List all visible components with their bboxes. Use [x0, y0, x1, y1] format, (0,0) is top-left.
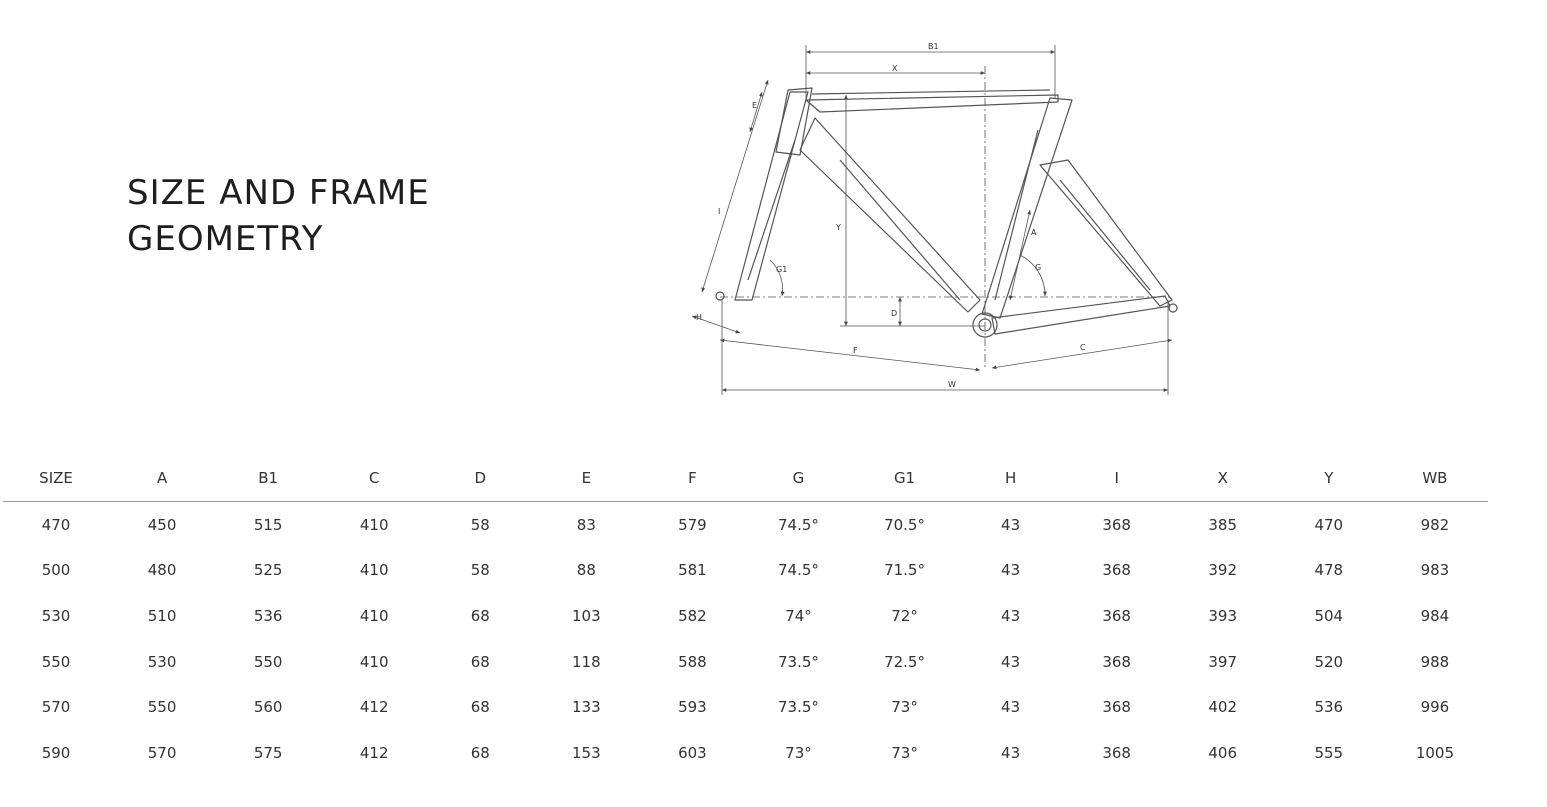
- label-i: I: [718, 207, 721, 216]
- page-title: [127, 170, 430, 262]
- label-y: Y: [836, 223, 841, 232]
- table-cell: 385: [1208, 515, 1238, 534]
- table-cell: 450: [147, 515, 177, 534]
- table-cell: 575: [253, 743, 283, 762]
- table-cell: 530: [147, 652, 177, 671]
- label-c: C: [1080, 343, 1086, 352]
- table-cell: 406: [1208, 743, 1238, 762]
- table-cell: 72.5°: [884, 652, 925, 671]
- col-header-wb: WB: [1382, 455, 1488, 502]
- label-g1: G1: [776, 265, 788, 274]
- label-h: H: [696, 313, 703, 322]
- col-header-g: G: [745, 455, 851, 502]
- table-cell: 88: [576, 561, 596, 580]
- col-header-e: E: [533, 455, 639, 502]
- table-cell: 570: [41, 698, 71, 717]
- label-d: D: [891, 309, 898, 318]
- table-cell: 68: [470, 606, 490, 625]
- table-cell: 43: [1001, 743, 1021, 762]
- col-header-f: F: [639, 455, 745, 502]
- frame-geometry-diagram: [680, 30, 1200, 410]
- table-cell: 984: [1420, 606, 1450, 625]
- col-header-g1: G1: [852, 455, 958, 502]
- table-cell: 397: [1208, 652, 1238, 671]
- label-w: W: [948, 380, 956, 389]
- table-cell: 368: [1102, 606, 1131, 625]
- label-e: E: [752, 101, 758, 110]
- table-cell: 478: [1314, 561, 1344, 580]
- table-cell: 550: [147, 698, 177, 717]
- table-cell: 582: [678, 606, 707, 625]
- table-cell: 43: [1001, 561, 1021, 580]
- col-header-x: X: [1170, 455, 1276, 502]
- table-cell: 555: [1314, 743, 1344, 762]
- table-row: [3, 593, 1488, 639]
- table-cell: 504: [1314, 606, 1344, 625]
- table-cell: 73.5°: [778, 698, 819, 717]
- table-cell: 368: [1102, 652, 1131, 671]
- dimension-labels: [696, 42, 1086, 389]
- table-cell: 392: [1208, 561, 1238, 580]
- table-cell: 480: [147, 561, 177, 580]
- table-cell: 590: [41, 743, 71, 762]
- table-cell: 412: [359, 698, 389, 717]
- table-cell: 74°: [785, 606, 812, 625]
- table-cell: 412: [359, 743, 389, 762]
- table-cell: 43: [1001, 606, 1021, 625]
- col-header-size: SIZE: [3, 455, 109, 502]
- table-cell: 133: [572, 698, 601, 717]
- table-cell: 43: [1001, 652, 1021, 671]
- table-cell: 368: [1102, 743, 1131, 762]
- table-cell: 500: [41, 561, 71, 580]
- table-cell: 550: [253, 652, 283, 671]
- table-cell: 996: [1420, 698, 1450, 717]
- table-cell: 588: [678, 652, 707, 671]
- table-cell: 103: [572, 606, 601, 625]
- table-cell: 579: [678, 515, 707, 534]
- table-cell: 515: [253, 515, 283, 534]
- table-cell: 43: [1001, 698, 1021, 717]
- table-cell: 153: [572, 743, 601, 762]
- table-cell: 982: [1420, 515, 1450, 534]
- table-cell: 368: [1102, 561, 1131, 580]
- table-cell: 368: [1102, 515, 1131, 534]
- table-cell: 74.5°: [778, 515, 819, 534]
- table-cell: 410: [359, 561, 389, 580]
- table-cell: 71.5°: [884, 561, 925, 580]
- col-header-d: D: [427, 455, 533, 502]
- table-cell: 410: [359, 652, 389, 671]
- col-header-a: A: [109, 455, 215, 502]
- table-cell: 402: [1208, 698, 1238, 717]
- table-cell: 68: [470, 698, 490, 717]
- table-cell: 988: [1420, 652, 1450, 671]
- table-cell: 410: [359, 515, 389, 534]
- table-cell: 73°: [785, 743, 812, 762]
- geometry-table: [3, 455, 1488, 776]
- table-cell: 520: [1314, 652, 1344, 671]
- table-cell: 470: [41, 515, 71, 534]
- table-cell: 73°: [891, 743, 918, 762]
- label-b1: B1: [928, 42, 939, 51]
- table-cell: 470: [1314, 515, 1344, 534]
- table-cell: 510: [147, 606, 177, 625]
- table-cell: 603: [678, 743, 707, 762]
- page-title-line-1: SIZE AND FRAME: [127, 173, 430, 213]
- table-cell: 550: [41, 652, 71, 671]
- table-cell: 83: [576, 515, 596, 534]
- col-header-h: H: [958, 455, 1064, 502]
- table-row: [3, 684, 1488, 730]
- table-cell: 410: [359, 606, 389, 625]
- table-cell: 530: [41, 606, 71, 625]
- frame-outline: [716, 88, 1177, 337]
- label-g: G: [1035, 263, 1042, 272]
- label-a: A: [1031, 228, 1037, 237]
- table-cell: 72°: [891, 606, 918, 625]
- table-row: [3, 730, 1488, 776]
- table-row: [3, 548, 1488, 594]
- label-x: X: [892, 64, 898, 73]
- table-cell: 68: [470, 743, 490, 762]
- table-cell: 1005: [1415, 743, 1454, 762]
- table-cell: 68: [470, 652, 490, 671]
- table-cell: 70.5°: [884, 515, 925, 534]
- label-f: F: [853, 346, 858, 355]
- col-header-y: Y: [1276, 455, 1382, 502]
- table-cell: 570: [147, 743, 177, 762]
- col-header-b1: B1: [215, 455, 321, 502]
- col-header-c: C: [321, 455, 427, 502]
- table-cell: 73.5°: [778, 652, 819, 671]
- table-cell: 593: [678, 698, 707, 717]
- table-cell: 73°: [891, 698, 918, 717]
- page-title-line-2: GEOMETRY: [127, 219, 324, 259]
- table-cell: 536: [1314, 698, 1344, 717]
- table-header-row: [3, 455, 1488, 502]
- table-row: [3, 502, 1488, 548]
- table-cell: 118: [572, 652, 601, 671]
- table-cell: 393: [1208, 606, 1238, 625]
- col-header-i: I: [1064, 455, 1170, 502]
- table-cell: 525: [253, 561, 283, 580]
- table-cell: 368: [1102, 698, 1131, 717]
- table-row: [3, 639, 1488, 685]
- table-cell: 58: [470, 561, 490, 580]
- table-cell: 58: [470, 515, 490, 534]
- table-cell: 983: [1420, 561, 1450, 580]
- table-cell: 74.5°: [778, 561, 819, 580]
- table-cell: 560: [253, 698, 283, 717]
- table-cell: 581: [678, 561, 707, 580]
- table-cell: 536: [253, 606, 283, 625]
- table-cell: 43: [1001, 515, 1021, 534]
